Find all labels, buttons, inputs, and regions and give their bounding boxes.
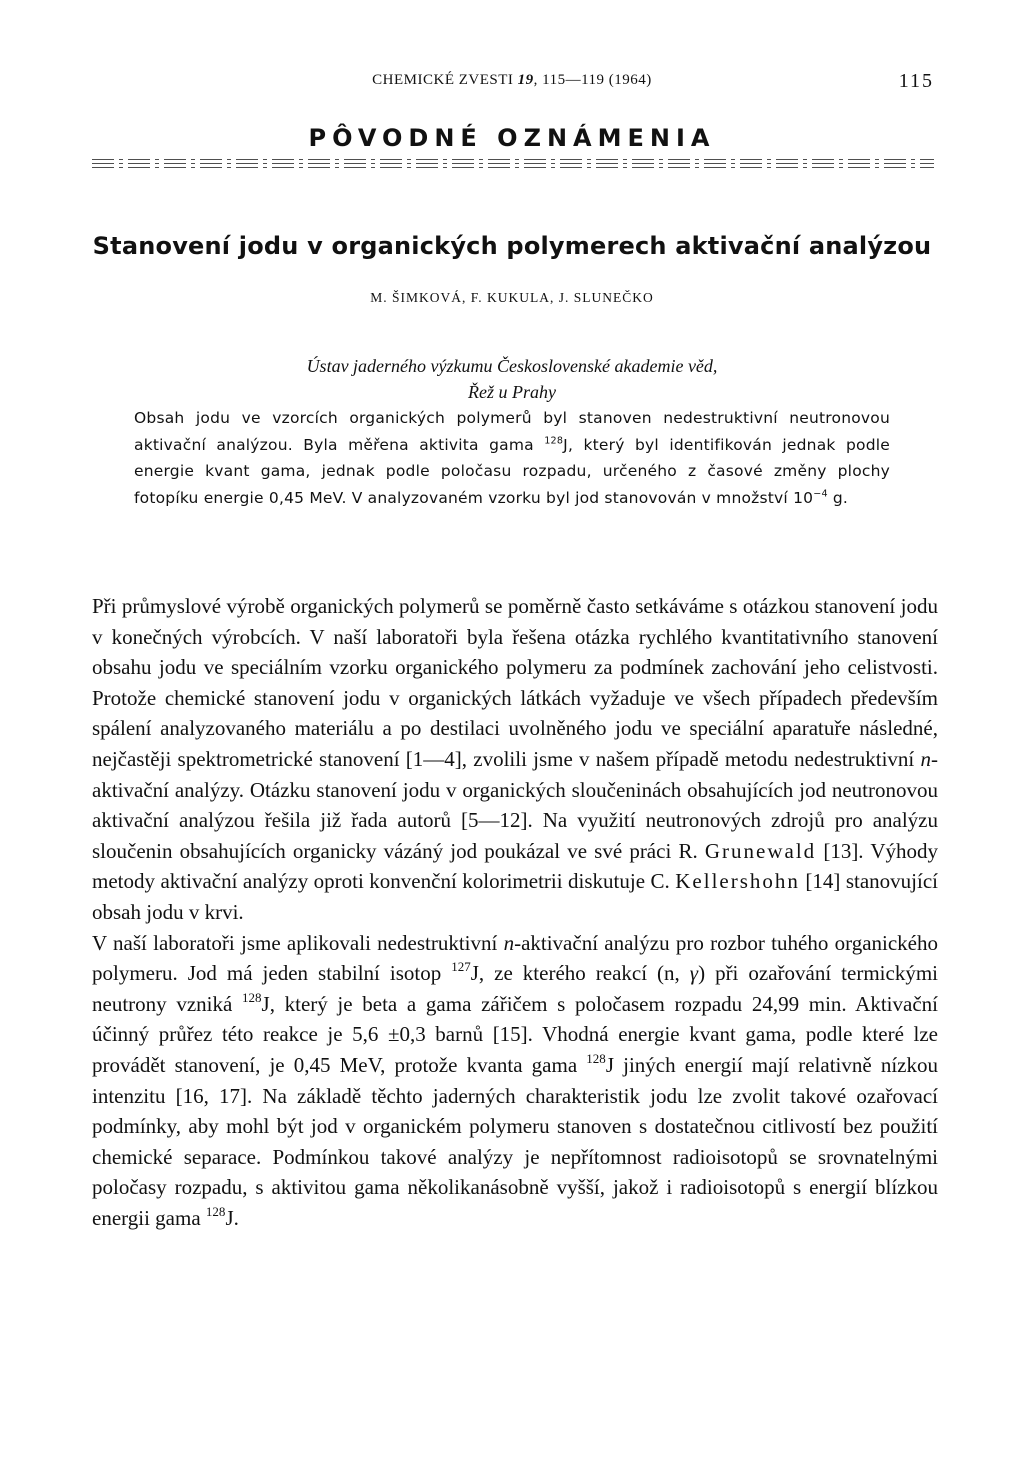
article-affiliation xyxy=(0,353,1024,405)
abstract-sup-1: 128 xyxy=(544,434,564,446)
p2-sup-128-b: 128 xyxy=(586,1050,606,1066)
p1-text-a: Při průmyslové výrobě organických polymerů se poměrně často setkáváme s otázkou stanovení jodu v konečných výrobcích. V naší laboratoři byla řešena otázka rychlého kvantitativního stanovení obsahu jodu ve speciálním vzorku organického polymeru za podmínek zachování jeho celistvosti. Protože chemické stanovení jodu v organických látkách vyžaduje ve všech případech především spálení analyzovaného materiálu a po destilaci uvolněného jodu ve speciální aparatuře následné, nejčastěji spektrometrické stanovení [1—4], zvolili jsme v našem případě metodu nedestruktivní xyxy=(92,594,938,771)
p1-author-initial-2: C. xyxy=(650,869,676,894)
p2-text-f: J jiných energií mají relativně nízkou intenzitu [16, 17]. Na základě těchto jaderných charakteristik jodu lze zvolit takové ozařovací podmínky, aby mohl být jod v organickém polymeru stanoven s dostatečnou citlivostí bez použití chemické separace. Podmínkou takové analýzy je nepřítomnost radioisotopů se srovnatelnými poločasy rozpadu, s aktivitou gama několikanásobně vyšší, jakož i radioisotopů s energií blízkou energii gama xyxy=(92,1052,938,1230)
journal-volume: 19 xyxy=(517,72,534,88)
p1-text-b: -aktivační analýzy. Otázku stanovení jodu v organických sloučeninách obsahujících jod neutronovou aktivační analýzou řešila již řada autorů [5—12]. Na využití neutronových zdrojů pro analýzu sloučenin obsahujících organicky vázáný jod poukázal ve své práci xyxy=(92,746,938,863)
page-number: 115 xyxy=(898,70,934,92)
p2-sup-128-a: 128 xyxy=(241,989,262,1005)
abstract-sup-2: −4 xyxy=(813,487,828,499)
p2-text-a: V naší laboratoři jsme aplikovali nedestruktivní xyxy=(92,930,504,955)
article-title: Stanovení jodu v organických polymerech aktivační analýzou xyxy=(92,232,932,260)
body-paragraph-2 xyxy=(92,928,938,1234)
p1-author-kellershohn: Kellershohn xyxy=(675,869,800,894)
p1-author-initial: R. xyxy=(678,838,705,863)
article-authors: M. ŠIMKOVÁ, F. KUKULA, J. SLUNEČKO xyxy=(370,290,654,305)
p1-text-d: [14] stanovující obsah jodu v krvi. xyxy=(92,869,938,924)
section-title: PÔVODNÉ OZNÁMENIA xyxy=(308,124,716,152)
journal-pages: , 115—119 (1964) xyxy=(533,72,652,88)
p2-text-g: J. xyxy=(225,1205,239,1230)
journal-name: CHEMICKÉ ZVESTI xyxy=(372,72,514,88)
abstract-text-3: g. xyxy=(827,488,849,507)
p2-gamma: γ xyxy=(689,961,699,986)
decorative-rule xyxy=(92,158,934,170)
abstract-text-2: J, který byl identifikován jednak podle energie kvant gama, jednak podle poločasu rozpadu, určeného z časové změny plochy fotopíku energie 0,45 MeV. V analyzovaném vzorku byl jod stanovován v množství 10 xyxy=(134,435,890,507)
running-head xyxy=(0,70,1024,94)
abstract-text-1: Obsah jodu ve vzorcích organických polymerů byl stanoven nedestruktivní neutronovou aktivační analýzou. Byla měřena aktivita gama xyxy=(134,409,890,454)
p2-sup-127: 127 xyxy=(451,959,471,975)
p1-author-grunewald: Grunewald xyxy=(704,838,817,863)
p2-text-c: J, ze kterého reakcí (n, xyxy=(470,961,690,986)
article-body xyxy=(92,591,938,1233)
affiliation-line-1: Ústav jaderného výzkumu Československé akademie věd, xyxy=(306,356,718,376)
p2-text-e: J, který je beta a gama zářičem s poločasem rozpadu 24,99 min. Aktivační účinný průřez této reakce je 5,6 ±0,3 barnů [15]. Vhodná energie kvant gama, podle které lze provádět stanovení, je 0,45 MeV, protože kvanta gama xyxy=(92,991,938,1077)
p1-text-c: [13]. Výhody metody aktivační analýzy oproti konvenční kolorimetrii diskutuje xyxy=(92,838,938,894)
p1-italic-n: n xyxy=(920,746,931,771)
p2-text-d: ) při ozařování termickými neutrony vzniká xyxy=(92,961,938,1016)
p2-text-b: -aktivační analýzu pro rozbor tuhého organického polymeru. Jod má jeden stabilní isotop xyxy=(92,930,938,986)
body-paragraph-1 xyxy=(92,591,938,928)
abstract xyxy=(134,405,890,511)
p2-sup-128-c: 128 xyxy=(205,1203,226,1219)
affiliation-line-2: Řež u Prahy xyxy=(468,382,556,402)
p2-italic-n: n xyxy=(503,930,515,955)
journal-citation xyxy=(0,72,1024,89)
